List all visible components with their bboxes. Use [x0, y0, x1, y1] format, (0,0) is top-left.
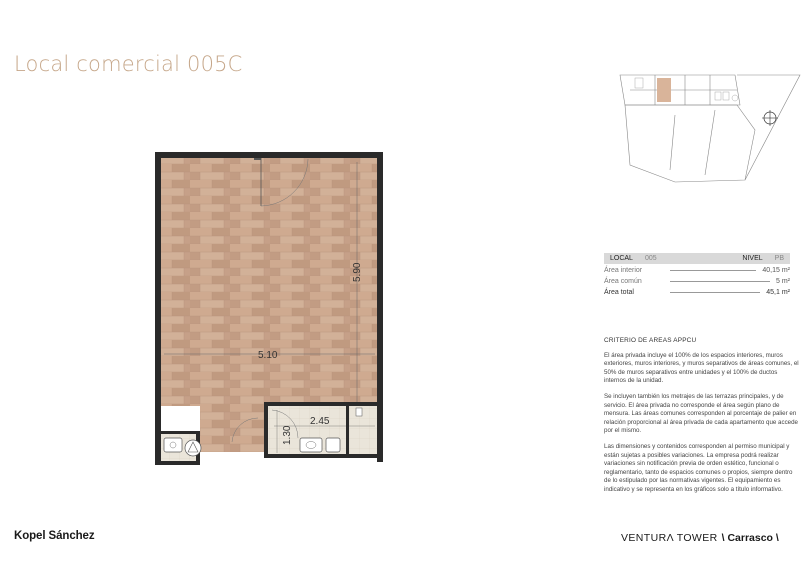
developer-logo: Kopel Sánchez — [14, 530, 95, 542]
dim-bath-height: 1.30 — [282, 425, 293, 445]
nivel-label: NIVEL — [742, 255, 763, 262]
main-floor — [161, 158, 377, 406]
project-name: VENTURΛ TOWER — [621, 532, 718, 544]
dim-height: 5.90 — [352, 262, 363, 282]
area-row — [604, 276, 790, 286]
toilet-icon — [326, 438, 340, 452]
criteria-paragraph: El área privada incluye el 100% de los espacios interiores, muros exteriores, muros interiores, y muros separativos de áreas comunes, el 50% de muros separativos entre unidades y el 100% de ductos internos de la unidad. — [604, 351, 799, 385]
project-location: \ Carrasco \ — [721, 532, 779, 544]
area-row-value: 5 m² — [776, 277, 790, 285]
area-table-header — [604, 253, 790, 264]
area-table — [604, 253, 790, 297]
area-row-value: 45,1 m² — [766, 288, 790, 296]
area-row — [604, 265, 790, 275]
nivel-value: PB — [774, 255, 784, 262]
local-value: 005 — [644, 255, 657, 262]
wall-right — [377, 152, 383, 458]
wall-top — [155, 152, 383, 158]
keyplan-highlight — [657, 78, 671, 102]
area-row-value: 40,15 m² — [762, 266, 790, 274]
wall-left — [155, 152, 161, 464]
criteria-heading: CRITERIO DE AREAS APPCU — [604, 337, 697, 344]
page-title: Local comercial 005C — [14, 52, 243, 76]
criteria-paragraph: Se incluyen también los metrajes de las terrazas principales, y de servicio. El área privada no corresponde el área según plano de mensura. Las áreas comunes corresponden al porcentaje de palier en relación proporcional al área privada de cada apartamento que accede por el mismo. — [604, 392, 799, 435]
criteria-section — [604, 337, 800, 502]
area-row-label: Área total — [604, 288, 634, 296]
key-plan — [615, 70, 810, 190]
area-row-total — [604, 287, 790, 297]
dim-bath-width: 2.45 — [310, 416, 330, 427]
kitchen-sink-icon — [164, 438, 182, 452]
dim-width: 5.10 — [258, 350, 278, 361]
local-label: LOCAL — [610, 255, 633, 262]
sink-icon — [300, 438, 322, 452]
criteria-paragraph: Las dimensiones y contenidos corresponden al permiso municipal y están sujetas a posibles variaciones. La empresa podrá realizar variaciones sin notificación previa de orden estético, funcional o reglamentario, tanto de espacios comunes o propios, siempre dentro de lo estipulado por las normativas vigentes. El equipamiento es indicativo y se representa en los gráficos solo a título informativo. — [604, 442, 793, 493]
floor-plan — [150, 148, 390, 468]
area-row-label: Área común — [604, 277, 642, 285]
area-row-label: Área interior — [604, 266, 643, 274]
project-logo — [621, 532, 779, 544]
